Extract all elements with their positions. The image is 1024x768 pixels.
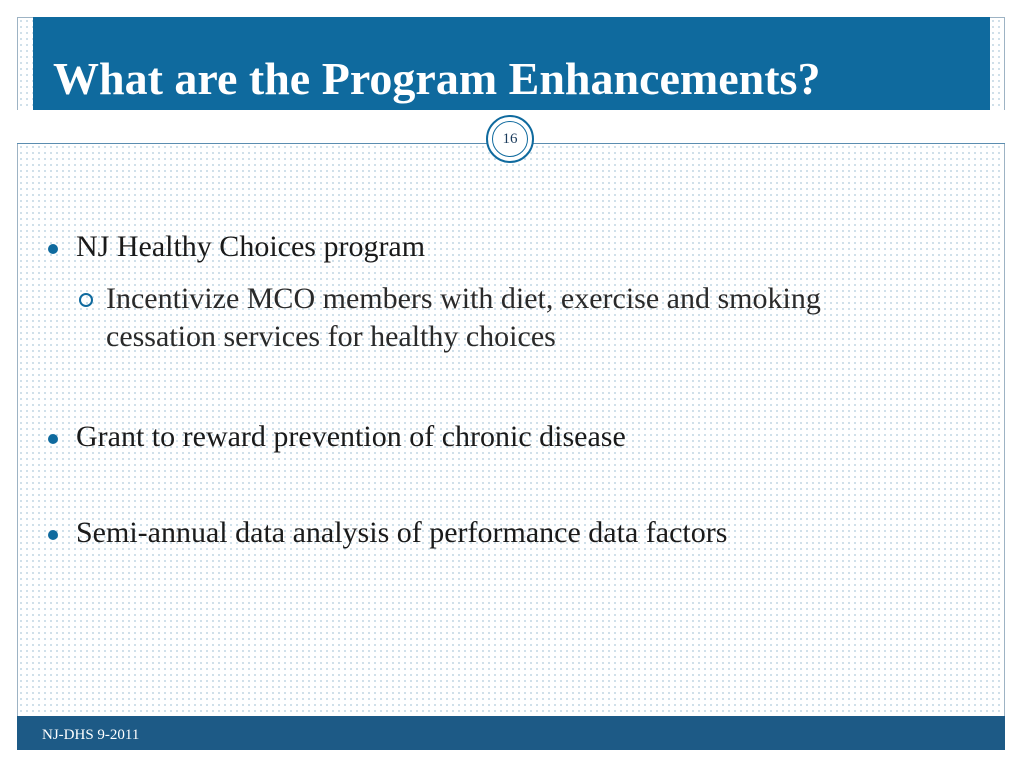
footer-text: NJ-DHS 9-2011 <box>42 727 140 743</box>
footer-bar <box>17 716 1005 750</box>
slide-title: What are the Program Enhancements? <box>53 53 821 104</box>
bullet-dot-icon <box>48 434 58 444</box>
slide-number: 16 <box>492 121 528 157</box>
bullet-dot-icon <box>48 530 58 540</box>
sub-bullet-text: Incentivize MCO members with diet, exercise and smoking cessation services for healthy choices <box>106 282 821 353</box>
bullet-dot-icon <box>48 244 58 254</box>
ring-bullet-icon <box>79 293 93 307</box>
bullet-text: NJ Healthy Choices program <box>76 230 426 263</box>
bullet-text: Semi-annual data analysis of performance data factors <box>76 516 728 549</box>
bullet-text: Grant to reward prevention of chronic disease <box>76 420 626 453</box>
